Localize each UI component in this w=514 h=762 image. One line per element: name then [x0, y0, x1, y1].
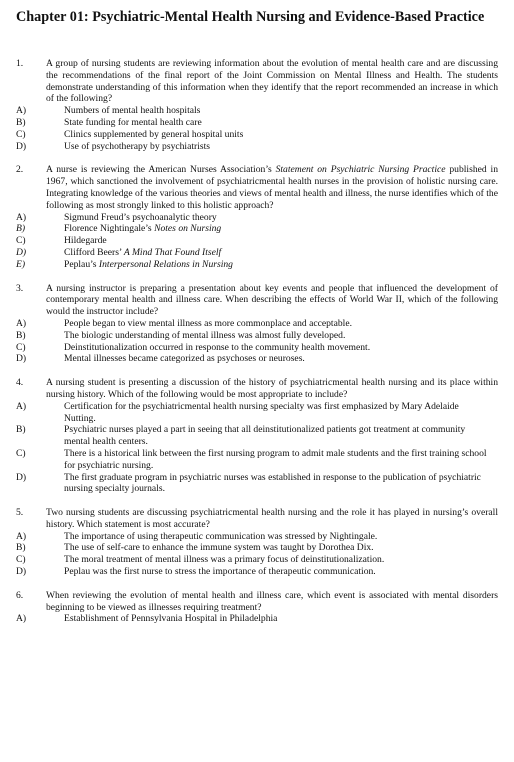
option-label-text: D) — [16, 246, 27, 258]
option-text-italic: A Mind That Found Itself — [123, 246, 222, 258]
option-text: Peplau was the first nurse to stress the importance of therapeutic communication. — [64, 566, 376, 578]
option-label: D) — [16, 353, 27, 365]
answer-option — [16, 401, 498, 425]
question-text: A nursing instructor is preparing a presentation about key events and people that influenced the development of contemporary mental health and illness care. When describing the effects of World War II, which of the following would the instructor include? — [46, 282, 498, 318]
answer-option — [16, 129, 498, 141]
option-text-before: Peplau’s — [64, 258, 99, 270]
question-number: 2. — [16, 164, 24, 176]
option-label: D) — [16, 471, 27, 483]
option-text: Clinics supplemented by general hospital units — [64, 128, 244, 140]
question-stem — [16, 507, 498, 531]
answer-option — [16, 342, 498, 354]
option-label: B) — [16, 116, 26, 128]
option-text: Sigmund Freud’s psychoanalytic theory — [64, 211, 217, 223]
option-label: A) — [16, 317, 27, 329]
option-label: B) — [16, 329, 26, 341]
question-text: A nursing student is presenting a discussion of the history of psychiatricmental health nursing and its place within nursing history. Which of the following would be most appropriate to include? — [46, 377, 498, 400]
option-text: The first graduate program in psychiatric nurses was established in response to the publication of psychiatric nursing specialty journals. — [64, 471, 481, 495]
answer-option — [16, 223, 498, 235]
option-text-italic: Notes on Nursing — [154, 223, 222, 235]
option-text-before: Clifford Beers’ — [64, 246, 124, 258]
question-2 — [16, 164, 498, 270]
option-text: Deinstitutionalization occurred in response to the community health movement. — [64, 341, 371, 353]
answer-option — [16, 566, 498, 578]
question-text: A group of nursing students are reviewing information about the evolution of mental health care and are discussing the recommendations of the final report of the Joint Commission on Mental Illness and Health. The students demonstrate understanding of this information when they identify that the report recommended an increase in which of the following? — [46, 58, 498, 105]
stem-italic-title: Statement on Psychiatric Nursing Practice — [275, 164, 446, 176]
question-3 — [16, 283, 498, 366]
answer-option — [16, 330, 498, 342]
answer-option — [16, 105, 498, 117]
question-4 — [16, 377, 498, 495]
question-stem — [16, 164, 498, 211]
option-label: C) — [16, 447, 26, 459]
answer-option — [16, 554, 498, 566]
option-text: Establishment of Pennsylvania Hospital in Philadelphia — [64, 613, 278, 625]
option-label: A) — [16, 613, 27, 625]
option-label-text: E) — [16, 258, 26, 270]
option-label: A) — [16, 105, 27, 117]
answer-option — [16, 117, 498, 129]
answer-option — [16, 542, 498, 554]
question-number: 6. — [16, 589, 24, 601]
question-text: When reviewing the evolution of mental health and illness care, which event is associated with mental disorders beginning to be viewed as illnesses requiring treatment? — [46, 589, 498, 613]
question-1 — [16, 58, 498, 152]
option-text: The importance of using therapeutic communication was stressed by Nightingale. — [64, 530, 378, 542]
question-stem — [16, 377, 498, 401]
question-stem — [16, 58, 498, 105]
option-label: B) — [16, 542, 26, 554]
stem-text-after: published in 1967, which sanctioned the involvement of psychiatricmental health nurses in the provision of holistic nursing care. Integrating knowledge of the various theories and views of mental health and illness, the nurse identifies which of the following as most strongly linked to this holistic approach? — [46, 164, 498, 211]
option-label: A) — [16, 400, 27, 412]
option-text: The biologic understanding of mental illness was almost fully developed. — [64, 329, 346, 341]
option-text: Numbers of mental health hospitals — [64, 105, 201, 117]
option-text: The moral treatment of mental illness was a primary focus of deinstitutionalization. — [64, 554, 385, 566]
option-text — [64, 223, 498, 235]
question-stem — [16, 590, 498, 614]
option-label: D) — [16, 140, 27, 152]
option-text-italic: Interpersonal Relations in Nursing — [98, 258, 233, 270]
option-label: C) — [16, 128, 26, 140]
option-label: A) — [16, 211, 27, 223]
answer-option — [16, 448, 498, 472]
option-text: Hildegarde — [64, 235, 107, 247]
option-label-text: B) — [16, 223, 26, 235]
answer-option — [16, 424, 498, 448]
question-5 — [16, 507, 498, 578]
option-text: The use of self-care to enhance the immune system was taught by Dorothea Dix. — [64, 542, 374, 554]
answer-option — [16, 259, 498, 271]
question-text: Two nursing students are discussing psychiatricmental health nursing and the role it has played in nursing’s overall history. Which statement is most accurate? — [46, 507, 498, 530]
option-label — [16, 247, 64, 259]
option-label: C) — [16, 235, 26, 247]
question-6 — [16, 590, 498, 625]
option-text: Certification for the psychiatricmental health nursing specialty was first emphasized by Mary Adelaide Nutting. — [64, 400, 459, 424]
option-text — [64, 259, 498, 271]
option-text-before: Florence Nightingale’s — [64, 223, 155, 235]
option-text: Psychiatric nurses played a part in seeing that all deinstitutionalized patients got treatment at community mental health centers. — [64, 424, 466, 448]
question-stem — [16, 283, 498, 318]
option-label: C) — [16, 341, 26, 353]
answer-option — [16, 353, 498, 365]
answer-option — [16, 613, 498, 625]
question-number: 5. — [16, 507, 24, 519]
option-text: State funding for mental health care — [64, 116, 202, 128]
option-label — [16, 223, 64, 235]
answer-option — [16, 531, 498, 543]
stem-text-before: A nurse is reviewing the American Nurses Association’s — [46, 164, 276, 176]
answer-option — [16, 141, 498, 153]
answer-option — [16, 472, 498, 496]
answer-option — [16, 212, 498, 224]
option-text: Mental illnesses became categorized as psychoses or neuroses. — [64, 353, 305, 365]
option-label: D) — [16, 566, 27, 578]
answer-option — [16, 247, 498, 259]
option-text — [64, 247, 498, 259]
question-number: 4. — [16, 377, 24, 389]
answer-option — [16, 235, 498, 247]
question-number: 1. — [16, 58, 24, 69]
question-text — [46, 164, 498, 211]
answer-option — [16, 318, 498, 330]
question-number: 3. — [16, 282, 24, 294]
option-label — [16, 259, 64, 271]
option-label: C) — [16, 554, 26, 566]
option-label: A) — [16, 530, 27, 542]
document-title: Chapter 01: Psychiatric-Mental Health Nursing and Evidence-Based Practice — [16, 9, 485, 25]
option-text: Use of psychotherapy by psychiatrists — [64, 140, 211, 152]
option-text: There is a historical link between the first nursing program to admit male students and the first training school for psychiatric nursing. — [64, 447, 487, 471]
option-text: People began to view mental illness as more commonplace and acceptable. — [64, 317, 352, 329]
option-label: B) — [16, 424, 26, 436]
